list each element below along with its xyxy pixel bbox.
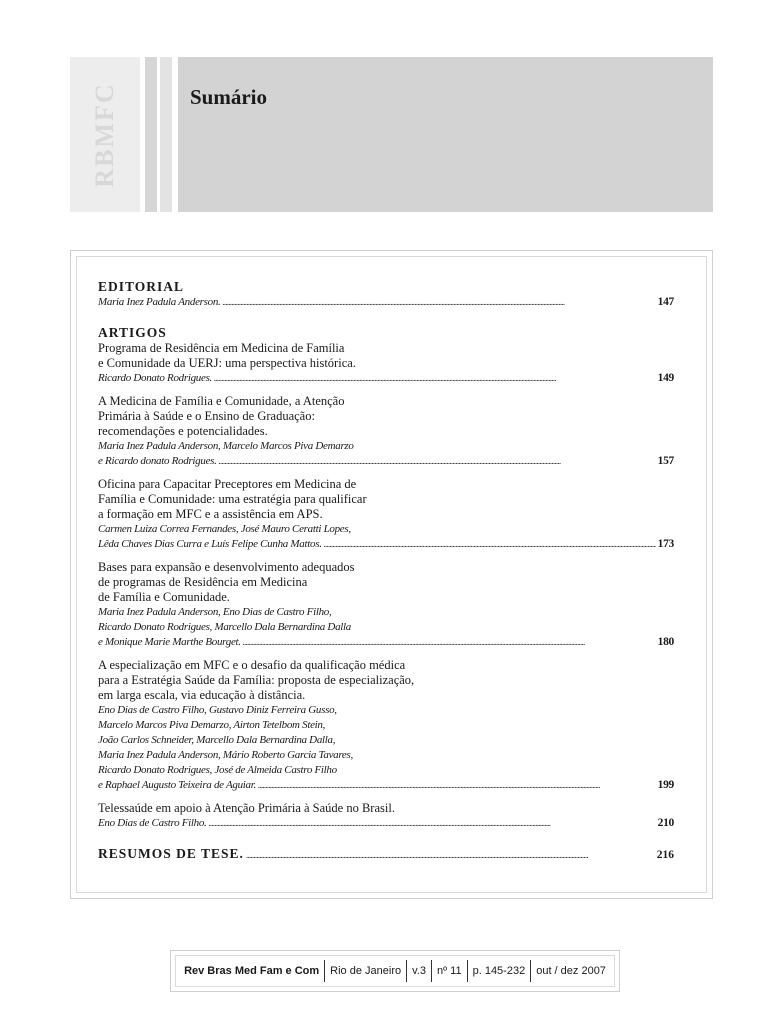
article-author-line: Ricardo Donato Rodrigues, José de Almeida Castro Filho: [98, 764, 337, 776]
toc-entry-article[interactable]: [98, 477, 674, 552]
toc-entry-article[interactable]: [98, 341, 674, 386]
article-title-line: em larga escala, via educação à distância.: [98, 688, 306, 702]
dot-leader: [258, 778, 656, 793]
entry-author: Maria Inez Padula Anderson.: [98, 296, 221, 308]
dot-leader: [219, 454, 656, 469]
section-heading-editorial: EDITORIAL: [98, 279, 185, 294]
article-author-leader-row: [98, 635, 674, 650]
article-author-line: Maria Inez Padula Anderson, Marcelo Marcos Piva Demarzo: [98, 440, 354, 452]
page-number: 216: [656, 849, 674, 861]
article-author-leader-row: [98, 454, 674, 469]
article-author-line: João Carlos Schneider, Marcello Dala Bernardina Dalla,: [98, 734, 336, 746]
dot-leader: [246, 850, 655, 860]
page-number: 149: [657, 372, 674, 384]
footer-pages: p. 145-232: [472, 965, 526, 977]
header-stripe-2: [160, 57, 172, 212]
dot-leader: [214, 371, 656, 386]
header-stripe-1: [145, 57, 157, 212]
dot-leader: [243, 635, 656, 650]
toc-entry-resumos[interactable]: [98, 845, 674, 862]
article-author-line: e Raphael Augusto Teixeira de Aguiar.: [98, 779, 256, 791]
footer-date: out / dez 2007: [536, 965, 606, 977]
toc-entry-article[interactable]: [98, 658, 674, 793]
toc-section-artigos: [98, 324, 674, 831]
article-author-line: Eno Dias de Castro Filho.: [98, 817, 207, 829]
article-title-line: e Comunidade da UERJ: uma perspectiva histórica.: [98, 356, 356, 370]
toc-entry-article[interactable]: [98, 394, 674, 469]
article-author-line: Carmen Luiza Correa Fernandes, José Mauro Ceratti Lopes,: [98, 523, 351, 535]
article-author-leader-row: [98, 537, 674, 552]
toc-entry-article[interactable]: [98, 801, 674, 831]
article-author-line: e Ricardo donato Rodrigues.: [98, 455, 217, 467]
page-number: 157: [657, 455, 674, 467]
section-heading-resumos: RESUMOS DE TESE.: [98, 846, 244, 861]
footer-journal: Rev Bras Med Fam e Com: [184, 965, 320, 977]
article-title-line: Oficina para Capacitar Preceptores em Medicina de: [98, 477, 357, 491]
page-number: 210: [657, 817, 674, 829]
article-title-line: A Medicina de Família e Comunidade, a Atenção: [98, 394, 345, 408]
article-title-line: Programa de Residência em Medicina de Família: [98, 341, 345, 355]
article-list: [98, 341, 674, 831]
article-author-line: Maria Inez Padula Anderson, Mário Roberto Garcia Tavares,: [98, 749, 353, 761]
footer-volume: v.3: [412, 965, 426, 977]
page-number: 147: [657, 296, 674, 308]
article-title-line: Bases para expansão e desenvolvimento adequados: [98, 560, 355, 574]
dot-leader: [324, 537, 656, 552]
dot-leader: [209, 816, 656, 831]
article-author-leader-row: [98, 778, 674, 793]
toc-entry-article[interactable]: [98, 560, 674, 650]
article-author-line: Ricardo Donato Rodrigues.: [98, 372, 212, 384]
article-title-line: de Família e Comunidade.: [98, 590, 230, 604]
page-title: Sumário: [190, 85, 268, 109]
article-author-line: Ricardo Donato Rodrigues, Marcello Dala Bernardina Dalla: [98, 621, 351, 633]
article-author-line: Lêda Chaves Dias Curra e Luís Felipe Cunha Mattos.: [98, 538, 322, 550]
table-of-contents: [98, 278, 674, 862]
article-author-line: Eno Dias de Castro Filho, Gustavo Diniz Ferreira Gusso,: [98, 704, 337, 716]
article-title-line: Família e Comunidade: uma estratégia para qualificar: [98, 492, 367, 506]
journal-logo-text: RBMFC: [90, 81, 119, 188]
article-title-line: Telessaúde em apoio à Atenção Primária à Saúde no Brasil.: [98, 801, 395, 815]
article-title-line: Primária à Saúde e o Ensino de Graduação:: [98, 409, 315, 423]
article-author-leader-row: [98, 371, 674, 386]
article-author-leader-row: [98, 816, 674, 831]
dot-leader: [222, 295, 655, 310]
toc-section-editorial: [98, 278, 674, 310]
footer-city: Rio de Janeiro: [330, 965, 402, 977]
article-title-line: a formação em MFC e a assistência em APS.: [98, 507, 323, 521]
article-author-line: Maria Inez Padula Anderson, Eno Dias de Castro Filho,: [98, 606, 332, 618]
toc-entry-editorial[interactable]: [98, 295, 674, 310]
article-title-line: recomendações e potencialidades.: [98, 424, 268, 438]
citation-footer-inner: [175, 955, 615, 987]
article-author-line: e Monique Marie Marthe Bourget.: [98, 636, 241, 648]
article-title-line: A especialização em MFC e o desafio da qualificação médica: [98, 658, 406, 672]
article-author-line: Marcelo Marcos Piva Demarzo, Airton Tetelbom Stein,: [98, 719, 326, 731]
page-number: 180: [657, 636, 674, 648]
toc-section-resumos: [98, 845, 674, 862]
article-title-line: para a Estratégia Saúde da Família: proposta de especialização,: [98, 673, 415, 687]
footer-number: nº 11: [436, 965, 462, 977]
header-banner: [178, 57, 713, 212]
page-number: 173: [657, 538, 674, 550]
section-heading-artigos: ARTIGOS: [98, 325, 167, 340]
citation-footer: [170, 950, 620, 992]
journal-logo: [70, 57, 140, 212]
page-number: 199: [657, 779, 674, 791]
article-title-line: de programas de Residência em Medicina: [98, 575, 308, 589]
